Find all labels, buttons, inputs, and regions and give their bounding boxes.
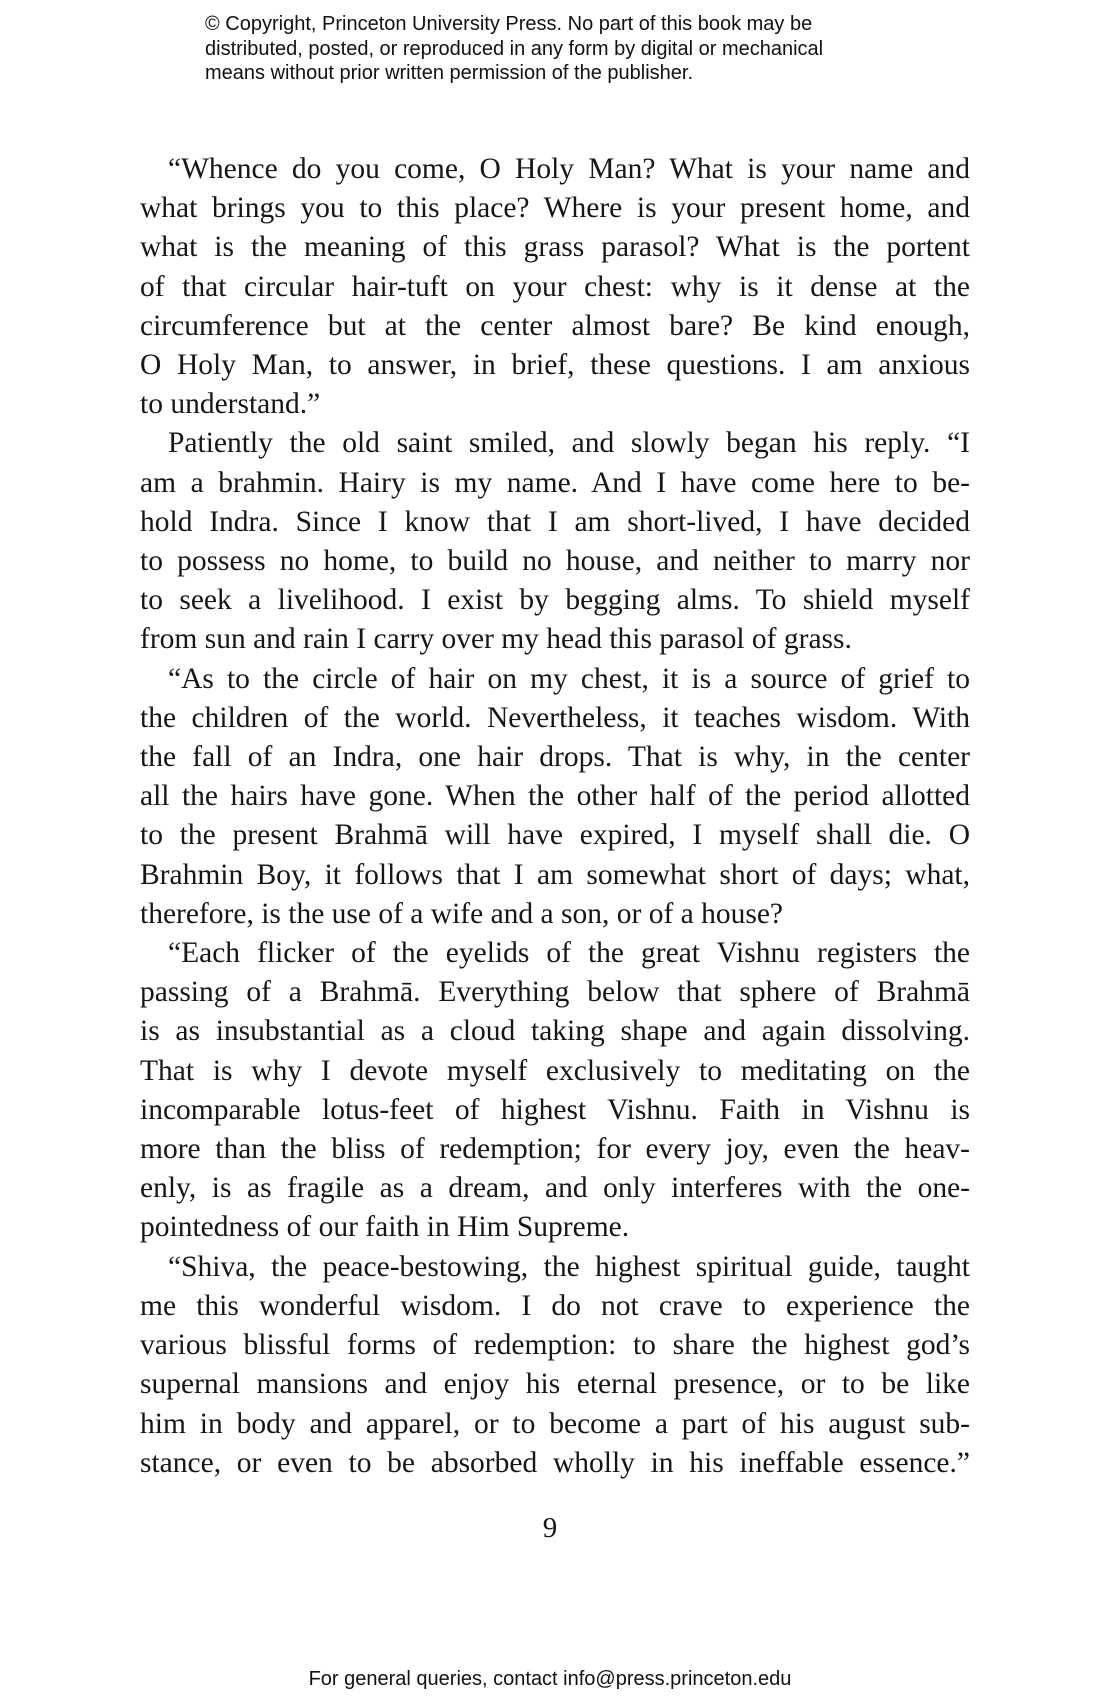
text-line: what brings you to this place? Where is your present home, and	[140, 192, 970, 225]
text-line: various blissful forms of redemption: to share the highest god’s	[140, 1329, 970, 1362]
copyright-line: means without prior written permission of the publisher.	[205, 62, 694, 84]
copyright-line: © Copyright, Princeton University Press. No part of this book may be	[205, 13, 813, 35]
text-line: O Holy Man, to answer, in brief, these questions. I am anxious	[140, 349, 970, 382]
text-line: to possess no home, to build no house, and neither to marry nor	[140, 545, 970, 578]
text-line: supernal mansions and enjoy his eternal presence, or to be like	[140, 1368, 970, 1401]
text-line: “As to the circle of hair on my chest, it is a source of grief to	[168, 662, 970, 695]
paragraph	[140, 660, 970, 934]
paragraph	[140, 934, 970, 1248]
text-line: incomparable lotus-feet of highest Vishnu. Faith in Vishnu is	[140, 1093, 970, 1126]
paragraph	[140, 150, 970, 424]
text-line: “Each flicker of the eyelids of the great Vishnu registers the	[168, 937, 970, 970]
copyright-notice	[205, 12, 925, 86]
paragraph	[140, 1248, 970, 1483]
text-line: to the present Brahmā will have expired, I myself shall die. O	[140, 819, 970, 852]
text-line: to seek a livelihood. I exist by begging alms. To shield myself	[140, 584, 970, 617]
text-line: the fall of an Indra, one hair drops. That is why, in the center	[140, 741, 970, 774]
text-line: him in body and apparel, or to become a part of his august sub-	[140, 1407, 970, 1440]
text-line: of that circular hair-tuft on your chest: why is it dense at the	[140, 270, 970, 303]
text-line: to understand.”	[140, 388, 321, 421]
text-line: Brahmin Boy, it follows that I am somewhat short of days; what,	[140, 858, 970, 891]
text-line: am a brahmin. Hairy is my name. And I have come here to be-	[140, 466, 970, 499]
body-text	[140, 150, 970, 1483]
text-line: Patiently the old saint smiled, and slowly began his reply. “I	[168, 427, 970, 460]
text-line: from sun and rain I carry over my head this parasol of grass.	[140, 623, 852, 656]
text-line: the children of the world. Nevertheless, it teaches wisdom. With	[140, 701, 970, 734]
text-line: “Shiva, the peace-bestowing, the highest spiritual guide, taught	[168, 1250, 970, 1283]
text-line: me this wonderful wisdom. I do not crave to experience the	[140, 1289, 970, 1322]
text-line: hold Indra. Since I know that I am short-lived, I have decided	[140, 505, 970, 538]
text-line: more than the bliss of redemption; for every joy, even the heav-	[140, 1133, 970, 1166]
copyright-line: distributed, posted, or reproduced in any form by digital or mechanical	[205, 37, 824, 60]
text-line: “Whence do you come, O Holy Man? What is your name and	[168, 153, 970, 185]
page-number: 9	[542, 1512, 558, 1544]
text-line: therefore, is the use of a wife and a son, or of a house?	[140, 897, 784, 930]
footer-contact: For general queries, contact info@press.princeton.edu	[308, 1668, 792, 1690]
paragraph	[140, 424, 970, 659]
text-line: circumference but at the center almost bare? Be kind enough,	[140, 309, 970, 342]
text-line: enly, is as fragile as a dream, and only interferes with the one-	[140, 1172, 970, 1205]
text-line: passing of a Brahmā. Everything below that sphere of Brahmā	[140, 976, 970, 1009]
text-line: is as insubstantial as a cloud taking shape and again dissolving.	[140, 1015, 970, 1048]
text-line: all the hairs have gone. When the other half of the period allotted	[140, 780, 970, 813]
text-line: stance, or even to be absorbed wholly in his ineffable essence.”	[140, 1446, 970, 1479]
text-line: That is why I devote myself exclusively to meditating on the	[140, 1054, 970, 1087]
text-line: pointedness of our faith in Him Supreme.	[140, 1211, 630, 1244]
text-line: what is the meaning of this grass parasol? What is the portent	[140, 231, 970, 264]
